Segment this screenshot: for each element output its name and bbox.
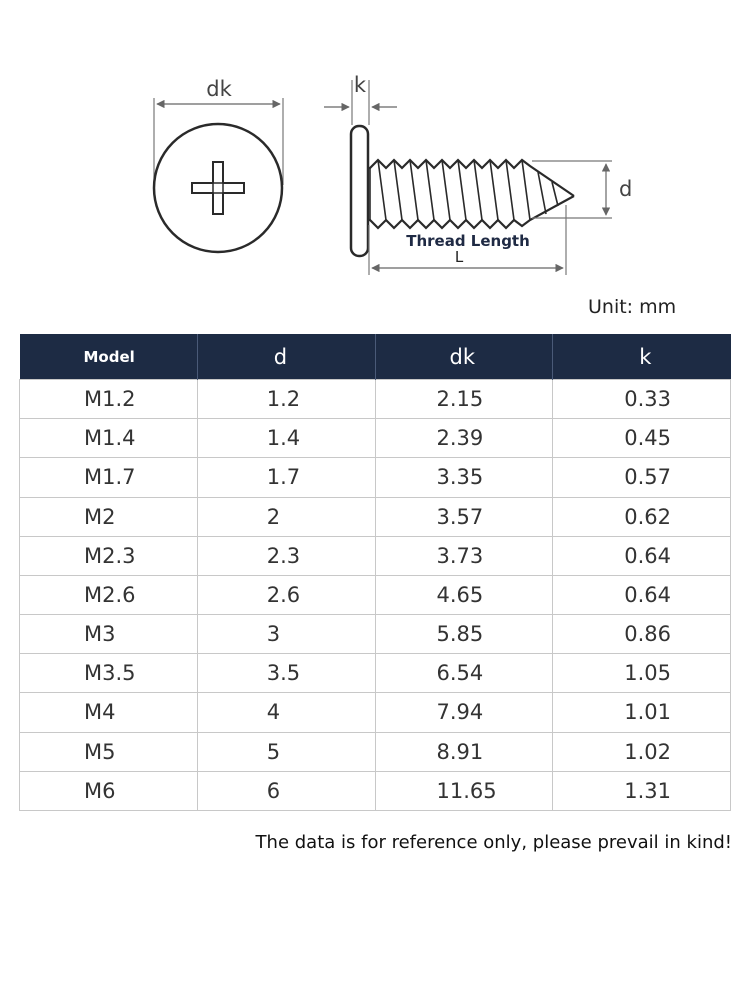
cell-k: 1.01 bbox=[553, 693, 731, 732]
reference-disclaimer: The data is for reference only, please prevail in kind! bbox=[255, 832, 732, 853]
table-row bbox=[20, 575, 731, 614]
cell-d: 2.3 bbox=[197, 536, 375, 575]
cell-k: 1.31 bbox=[553, 771, 731, 810]
thread-length-label: Thread Length bbox=[406, 232, 530, 250]
length-L-label: L bbox=[454, 248, 464, 266]
cell-model: M1.4 bbox=[20, 419, 198, 458]
cell-model: M1.2 bbox=[20, 380, 198, 419]
table-row bbox=[20, 771, 731, 810]
cell-k: 0.86 bbox=[553, 615, 731, 654]
cell-model: M6 bbox=[20, 771, 198, 810]
cell-model: M3.5 bbox=[20, 654, 198, 693]
cell-dk: 4.65 bbox=[375, 575, 553, 614]
table-row bbox=[20, 732, 731, 771]
cell-k: 0.64 bbox=[553, 575, 731, 614]
cell-d: 3.5 bbox=[197, 654, 375, 693]
cell-d: 4 bbox=[197, 693, 375, 732]
cell-k: 0.64 bbox=[553, 536, 731, 575]
cell-dk: 11.65 bbox=[375, 771, 553, 810]
table-row bbox=[20, 419, 731, 458]
cell-d: 1.7 bbox=[197, 458, 375, 497]
cell-dk: 7.94 bbox=[375, 693, 553, 732]
dk-dimension-label: dk bbox=[206, 77, 232, 101]
cell-model: M5 bbox=[20, 732, 198, 771]
cell-d: 2 bbox=[197, 497, 375, 536]
screw-spec-table bbox=[19, 334, 731, 811]
cell-d: 2.6 bbox=[197, 575, 375, 614]
screw-head-top-view bbox=[154, 77, 283, 252]
d-dimension-label: d bbox=[619, 177, 633, 201]
cell-dk: 8.91 bbox=[375, 732, 553, 771]
table-header-row bbox=[20, 334, 731, 380]
cell-d: 6 bbox=[197, 771, 375, 810]
k-dimension-label: k bbox=[353, 73, 367, 97]
cell-model: M2 bbox=[20, 497, 198, 536]
cell-model: M2.6 bbox=[20, 575, 198, 614]
cell-dk: 6.54 bbox=[375, 654, 553, 693]
cell-k: 0.62 bbox=[553, 497, 731, 536]
cell-k: 0.45 bbox=[553, 419, 731, 458]
table-row bbox=[20, 693, 731, 732]
table-row bbox=[20, 536, 731, 575]
cell-model: M4 bbox=[20, 693, 198, 732]
screw-dimension-diagram bbox=[0, 0, 750, 300]
cell-d: 5 bbox=[197, 732, 375, 771]
table-row bbox=[20, 615, 731, 654]
cell-k: 1.02 bbox=[553, 732, 731, 771]
header-d: d bbox=[197, 334, 375, 380]
header-model: Model bbox=[20, 334, 198, 380]
cell-k: 1.05 bbox=[553, 654, 731, 693]
cell-model: M3 bbox=[20, 615, 198, 654]
cell-dk: 3.73 bbox=[375, 536, 553, 575]
screw-side-view bbox=[324, 73, 632, 275]
cell-k: 0.33 bbox=[553, 380, 731, 419]
cell-dk: 2.39 bbox=[375, 419, 553, 458]
cell-d: 3 bbox=[197, 615, 375, 654]
table-row bbox=[20, 458, 731, 497]
cell-k: 0.57 bbox=[553, 458, 731, 497]
table-row bbox=[20, 497, 731, 536]
unit-label: Unit: mm bbox=[588, 296, 677, 318]
table-row bbox=[20, 380, 731, 419]
table-row bbox=[20, 654, 731, 693]
header-k: k bbox=[553, 334, 731, 380]
header-dk: dk bbox=[375, 334, 553, 380]
cell-model: M1.7 bbox=[20, 458, 198, 497]
cell-dk: 3.57 bbox=[375, 497, 553, 536]
cell-dk: 3.35 bbox=[375, 458, 553, 497]
cell-dk: 2.15 bbox=[375, 380, 553, 419]
cell-d: 1.2 bbox=[197, 380, 375, 419]
cell-dk: 5.85 bbox=[375, 615, 553, 654]
cell-model: M2.3 bbox=[20, 536, 198, 575]
cell-d: 1.4 bbox=[197, 419, 375, 458]
